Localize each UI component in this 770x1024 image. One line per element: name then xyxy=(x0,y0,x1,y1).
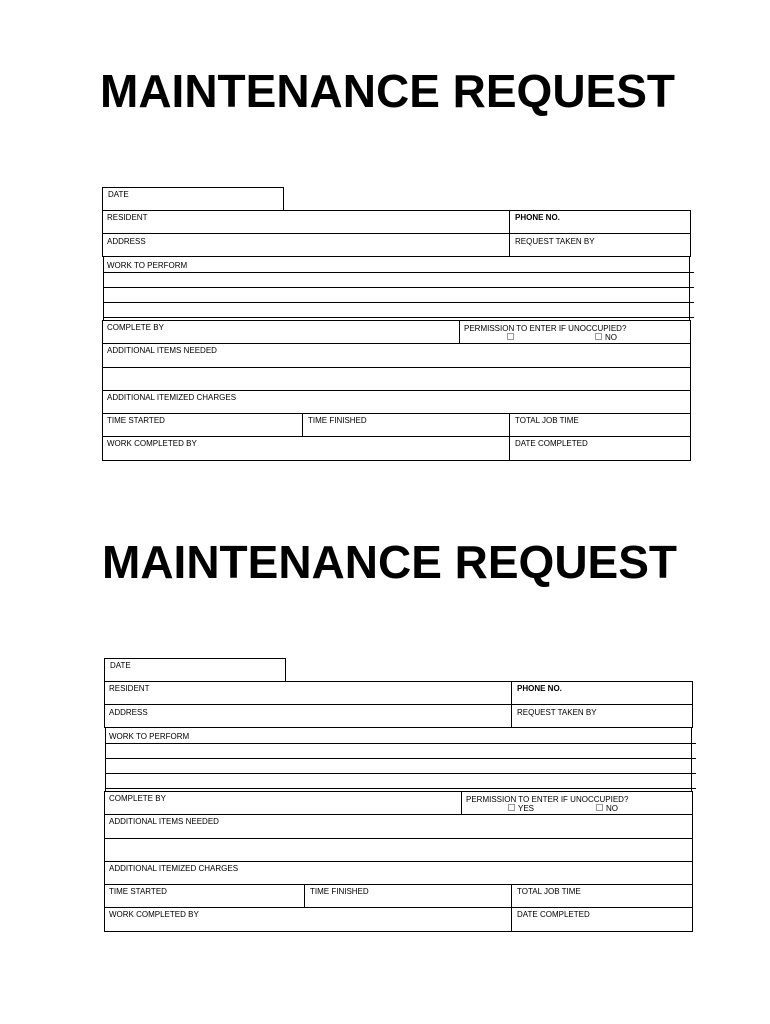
work-completed-by-label: WORK COMPLETED BY xyxy=(109,910,199,919)
date-label: DATE xyxy=(110,661,131,670)
date-completed-label: DATE COMPLETED xyxy=(517,910,590,919)
request-taken-by-label: REQUEST TAKEN BY xyxy=(517,708,597,717)
work-line[interactable] xyxy=(105,758,696,759)
additional-charges-label: ADDITIONAL ITEMIZED CHARGES xyxy=(107,393,237,402)
yes-option-label: YES xyxy=(518,804,535,813)
address-label: ADDRESS xyxy=(109,708,148,717)
phone-label: PHONE NO. xyxy=(517,684,562,693)
time-finished-label: TIME FINISHED xyxy=(308,416,367,425)
time-started-label: TIME STARTED xyxy=(109,887,167,896)
work-to-perform-label[interactable]: WORK TO PERFORM xyxy=(107,261,188,270)
work-line[interactable] xyxy=(105,773,696,774)
time-finished-label: TIME FINISHED xyxy=(310,887,369,896)
work-area-left-edge xyxy=(105,728,106,791)
yes-checkbox[interactable] xyxy=(508,804,515,811)
total-job-time-label: TOTAL JOB TIME xyxy=(515,416,579,425)
date-label: DATE xyxy=(108,190,129,199)
work-area-right-edge xyxy=(691,728,692,791)
permission-label: PERMISSION TO ENTER IF UNOCCUPIED? xyxy=(466,795,629,804)
additional-items-label: ADDITIONAL ITEMS NEEDED xyxy=(107,346,217,355)
work-to-perform-label[interactable]: WORK TO PERFORM xyxy=(109,732,190,741)
request-taken-by-label: REQUEST TAKEN BY xyxy=(515,237,595,246)
address-label: ADDRESS xyxy=(107,237,146,246)
work-completed-by-label: WORK COMPLETED BY xyxy=(107,439,197,448)
total-job-time-label: TOTAL JOB TIME xyxy=(517,887,581,896)
work-line[interactable] xyxy=(105,788,696,789)
form-title: MAINTENANCE REQUEST xyxy=(102,536,678,588)
resident-label: RESIDENT xyxy=(109,684,150,693)
complete-by-label: COMPLETE BY xyxy=(107,323,164,332)
time-row[interactable] xyxy=(104,884,693,908)
work-line[interactable] xyxy=(105,743,696,744)
resident-field[interactable] xyxy=(104,681,693,705)
additional-items-label: ADDITIONAL ITEMS NEEDED xyxy=(109,817,219,826)
additional-charges-label: ADDITIONAL ITEMIZED CHARGES xyxy=(109,864,239,873)
date-field[interactable] xyxy=(104,658,286,682)
phone-label: PHONE NO. xyxy=(515,213,560,222)
time-started-label: TIME STARTED xyxy=(107,416,165,425)
no-option-label: NO xyxy=(606,804,618,813)
complete-by-label: COMPLETE BY xyxy=(109,794,166,803)
no-checkbox[interactable] xyxy=(596,804,603,811)
permission-label: PERMISSION TO ENTER IF UNOCCUPIED? xyxy=(464,324,627,333)
resident-label: RESIDENT xyxy=(107,213,148,222)
address-field[interactable] xyxy=(104,704,693,728)
form-title: MAINTENANCE REQUEST xyxy=(100,65,676,117)
date-completed-label: DATE COMPLETED xyxy=(515,439,588,448)
no-option-label: NO xyxy=(605,333,617,342)
